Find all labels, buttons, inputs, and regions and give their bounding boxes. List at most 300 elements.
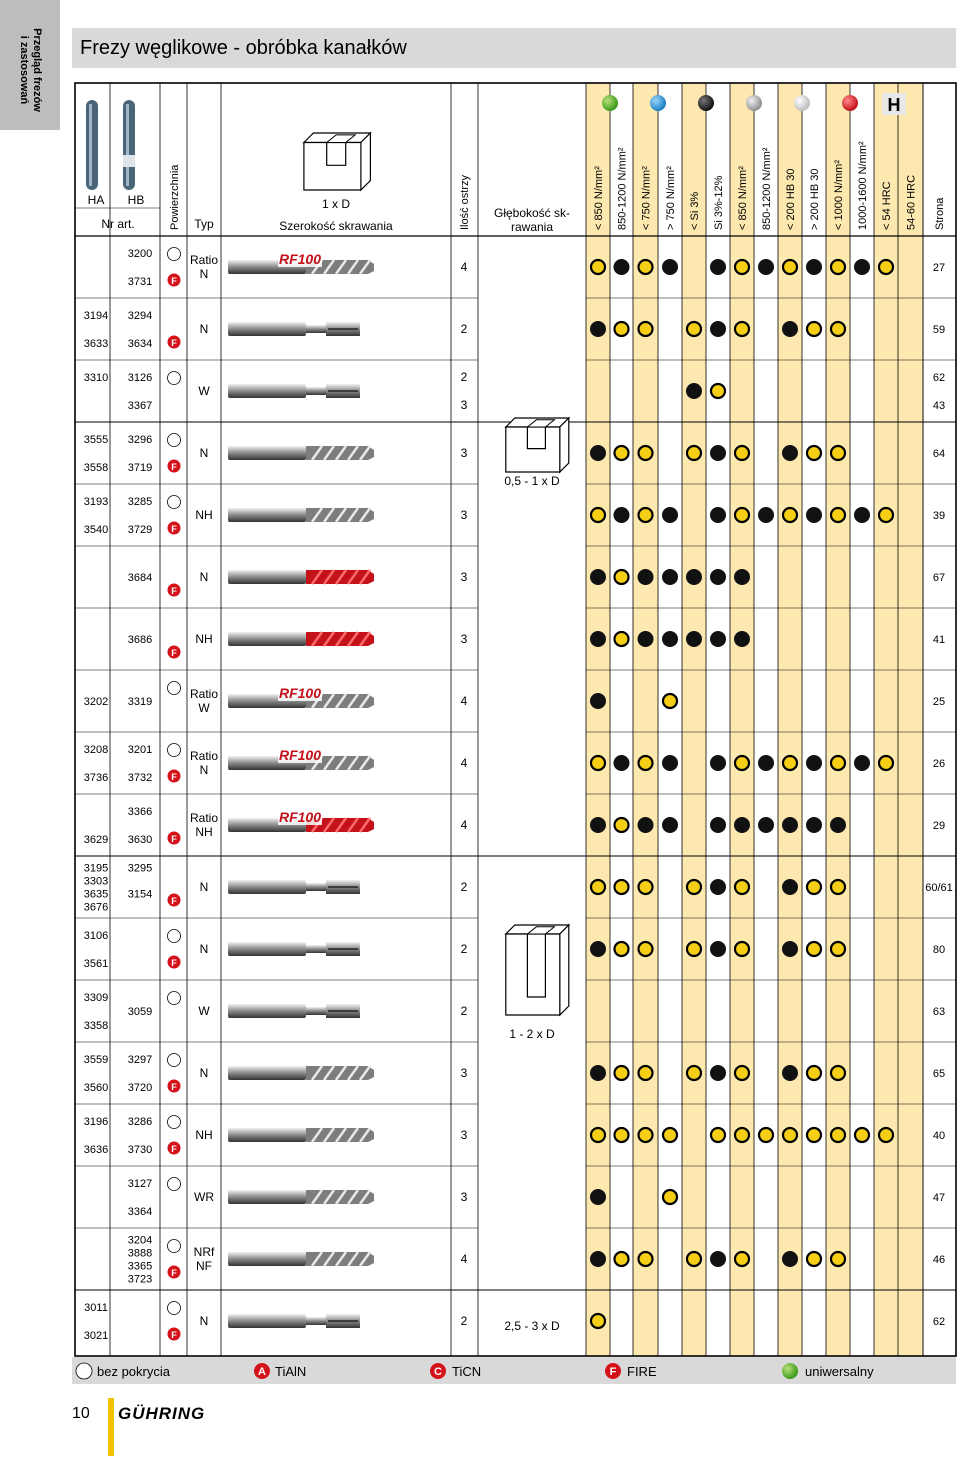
legend-uncoated-label: bez pokrycia — [97, 1364, 170, 1379]
type-value: N — [199, 570, 209, 584]
recommended-dot — [710, 941, 726, 957]
suitable-dot — [807, 322, 821, 336]
suitable-dot — [639, 1066, 653, 1080]
legend-tialn-letter: A — [258, 1366, 266, 1378]
suitable-dot — [639, 1128, 653, 1142]
tool-image — [228, 809, 374, 832]
uncoated-icon — [168, 1116, 181, 1129]
type-value: Ratio — [189, 687, 219, 701]
suitable-dot — [639, 942, 653, 956]
suitable-dot — [783, 508, 797, 522]
recommended-dot — [686, 383, 702, 399]
recommended-dot — [782, 879, 798, 895]
width-top-label: 1 x D — [321, 197, 351, 211]
suitable-dot — [879, 1128, 893, 1142]
recommended-dot — [590, 941, 606, 957]
hb-number: 3888 — [127, 1247, 153, 1260]
legend-ticn-label: TiCN — [452, 1364, 482, 1379]
recommended-dot — [686, 569, 702, 585]
page-ref: 46 — [932, 1254, 946, 1266]
material-header-0: < 850 N/mm² — [593, 166, 605, 230]
material-column-bg — [682, 83, 706, 1356]
teeth-value: 2 — [460, 880, 468, 894]
material-header-8: < 200 HB 30 — [785, 168, 797, 230]
material-header-7: 850-1200 N/mm² — [761, 147, 773, 230]
uncoated-icon — [168, 372, 181, 385]
depth-group-label-0: 0,5 - 1 x D — [504, 474, 560, 488]
teeth-value: 2 — [460, 370, 468, 384]
fire-coating-letter: F — [171, 338, 177, 348]
hardened-column-bg — [874, 83, 923, 1356]
page-ref: 27 — [932, 262, 946, 274]
type-value: W — [198, 701, 210, 715]
tool-image — [228, 942, 360, 956]
fire-coating-letter: F — [171, 1144, 177, 1154]
ha-number: 3636 — [83, 1144, 109, 1156]
tool-image — [228, 1314, 360, 1328]
side-tab-label: Przegląd frezów i zastosowań — [18, 28, 43, 112]
recommended-dot — [710, 1065, 726, 1081]
recommended-dot — [662, 259, 678, 275]
suitable-dot — [687, 322, 701, 336]
hb-number: 3295 — [127, 862, 153, 875]
recommended-dot — [590, 445, 606, 461]
hb-number: 3059 — [127, 1006, 153, 1018]
page-number: 10 — [72, 1405, 90, 1422]
hb-number: 3127 — [127, 1178, 153, 1190]
hb-number: 3366 — [127, 806, 153, 818]
hb-number: 3204 — [127, 1234, 153, 1247]
recommended-dot — [614, 259, 630, 275]
table-row — [84, 863, 953, 914]
page-ref: 26 — [932, 758, 946, 770]
fire-coating-letter: F — [171, 1330, 177, 1340]
recommended-dot — [758, 817, 774, 833]
suitable-dot — [687, 1066, 701, 1080]
table-row — [84, 744, 945, 785]
teeth-value: 4 — [460, 1252, 468, 1266]
table-row — [84, 806, 945, 846]
tool-image — [228, 1066, 374, 1080]
suitable-dot — [735, 1066, 749, 1080]
suitable-dot — [591, 756, 605, 770]
recommended-dot — [662, 507, 678, 523]
ha-number: 3208 — [83, 744, 109, 756]
recommended-dot — [710, 321, 726, 337]
teeth-value: 3 — [460, 570, 468, 584]
hardened-badge-label: H — [887, 95, 901, 115]
suitable-dot — [831, 880, 845, 894]
recommended-dot — [638, 817, 654, 833]
recommended-dot — [710, 817, 726, 833]
hb-number: 3126 — [127, 372, 153, 384]
recommended-dot — [710, 1251, 726, 1267]
hb-number: 3294 — [127, 310, 153, 322]
teeth-value: 3 — [460, 632, 468, 646]
uncoated-icon — [168, 1302, 181, 1315]
tool-image — [228, 570, 374, 584]
teeth-value: 3 — [460, 398, 468, 412]
page-ref: 47 — [932, 1192, 946, 1204]
hb-number: 3154 — [127, 888, 153, 901]
suitable-dot — [831, 508, 845, 522]
page-header-label: Strona — [934, 197, 946, 230]
uncoated-icon — [168, 930, 181, 943]
brand-bar — [108, 1398, 114, 1456]
recommended-dot — [710, 631, 726, 647]
legend-fire-letter: F — [609, 1366, 617, 1378]
page-ref: 62 — [932, 1316, 946, 1328]
suitable-dot — [783, 756, 797, 770]
uncoated-icon — [168, 1240, 181, 1253]
suitable-dot — [663, 1128, 677, 1142]
hb-number: 3723 — [127, 1273, 153, 1286]
material-header-12: < 54 HRC — [881, 181, 893, 230]
suitable-dot — [759, 1128, 773, 1142]
fire-coating-letter: F — [171, 772, 177, 782]
recommended-dot — [686, 631, 702, 647]
recommended-dot — [734, 631, 750, 647]
hb-label: HB — [127, 193, 145, 207]
hb-number: 3730 — [127, 1144, 153, 1156]
material-header-10: < 1000 N/mm² — [833, 160, 845, 230]
hb-number: 3319 — [127, 696, 153, 708]
ha-number: 3540 — [83, 524, 109, 536]
ha-number: 3629 — [83, 834, 109, 846]
suitable-dot — [831, 1128, 845, 1142]
fire-coating-letter: F — [171, 958, 177, 968]
suitable-dot — [735, 1252, 749, 1266]
brand-logo: GÜHRING — [118, 1404, 206, 1423]
recommended-dot — [638, 569, 654, 585]
suitable-dot — [663, 1190, 677, 1204]
page-ref: 63 — [932, 1006, 946, 1018]
type-value: N — [199, 446, 209, 460]
suitable-dot — [735, 260, 749, 274]
recommended-dot — [710, 755, 726, 771]
table-row — [128, 631, 945, 659]
page-ref: 41 — [932, 634, 946, 646]
ha-number: 3635 — [83, 888, 109, 901]
tool-image — [228, 1252, 374, 1266]
ha-number: 3021 — [83, 1330, 109, 1342]
recommended-dot — [782, 817, 798, 833]
suitable-dot — [807, 942, 821, 956]
depth-group-label-2: 2,5 - 3 x D — [504, 1319, 560, 1333]
tool-image — [228, 685, 374, 708]
ha-number: 3303 — [83, 875, 109, 888]
recommended-dot — [590, 321, 606, 337]
page-ref: 40 — [932, 1130, 946, 1142]
suitable-dot — [615, 322, 629, 336]
hb-number: 3286 — [127, 1116, 153, 1128]
fire-coating-letter: F — [171, 834, 177, 844]
recommended-dot — [662, 569, 678, 585]
type-value: N — [199, 942, 209, 956]
suitable-dot — [831, 322, 845, 336]
suitable-dot — [615, 446, 629, 460]
material-header-6: < 850 N/mm² — [737, 166, 749, 230]
teeth-value: 4 — [460, 756, 468, 770]
type-label: Typ — [194, 217, 214, 231]
surface-label: Powierzchnia — [169, 164, 181, 230]
legend-tialn-label: TiAlN — [275, 1364, 307, 1379]
fire-coating-letter: F — [171, 276, 177, 286]
fire-coating-letter: F — [171, 648, 177, 658]
hb-number: 3201 — [127, 744, 153, 756]
recommended-dot — [710, 507, 726, 523]
ha-number: 3196 — [83, 1116, 109, 1128]
recommended-dot — [614, 755, 630, 771]
suitable-dot — [735, 756, 749, 770]
legend-universal-label: uniwersalny — [805, 1364, 874, 1379]
suitable-dot — [615, 1252, 629, 1266]
legend-uncoated-icon — [76, 1363, 92, 1379]
table-body — [84, 248, 953, 1343]
table-row — [84, 310, 945, 350]
material-ball-red-icon — [842, 95, 858, 111]
recommended-dot — [590, 1251, 606, 1267]
teeth-value: 4 — [460, 694, 468, 708]
recommended-dot — [710, 569, 726, 585]
suitable-dot — [639, 1252, 653, 1266]
material-header-13: 54-60 HRC — [905, 174, 918, 230]
recommended-dot — [590, 569, 606, 585]
teeth-value: 2 — [460, 322, 468, 336]
recommended-dot — [854, 259, 870, 275]
recommended-dot — [782, 445, 798, 461]
recommended-dot — [854, 755, 870, 771]
suitable-dot — [735, 322, 749, 336]
recommended-dot — [662, 631, 678, 647]
suitable-dot — [879, 260, 893, 274]
page-ref: 25 — [932, 696, 946, 708]
recommended-dot — [806, 817, 822, 833]
table-row — [84, 496, 945, 537]
recommended-dot — [710, 879, 726, 895]
ha-number: 3633 — [83, 338, 109, 350]
ha-label: HA — [87, 193, 105, 207]
material-header-5: Si 3%-12% — [713, 175, 725, 230]
recommended-dot — [662, 817, 678, 833]
material-ball-silver-icon — [746, 95, 762, 111]
teeth-value: 2 — [460, 942, 468, 956]
recommended-dot — [782, 941, 798, 957]
hb-number: 3684 — [127, 572, 153, 584]
tool-image — [228, 508, 374, 522]
recommended-dot — [734, 817, 750, 833]
type-value: NH — [195, 632, 213, 646]
hb-number: 3731 — [127, 276, 153, 288]
recommended-dot — [662, 755, 678, 771]
table-row — [128, 248, 945, 289]
suitable-dot — [663, 694, 677, 708]
suitable-dot — [639, 322, 653, 336]
teeth-value: 2 — [460, 1314, 468, 1328]
table-row — [128, 1178, 945, 1219]
hb-number: 3297 — [127, 1054, 153, 1066]
page-ref: 59 — [932, 324, 946, 336]
recommended-dot — [782, 1065, 798, 1081]
recommended-dot — [758, 259, 774, 275]
teeth-value: 4 — [460, 818, 468, 832]
ha-number: 3011 — [84, 1302, 108, 1314]
rf100-logo: RF100 — [278, 251, 322, 267]
ha-number: 3202 — [83, 696, 109, 708]
type-value: NH — [195, 508, 213, 522]
uncoated-icon — [168, 434, 181, 447]
ha-number: 3560 — [83, 1082, 109, 1094]
shank-hb-icon — [123, 100, 135, 190]
page-ref: 80 — [932, 944, 946, 956]
type-value: N — [199, 880, 209, 894]
type-value: Ratio — [189, 253, 219, 267]
teeth-value: 3 — [460, 446, 468, 460]
type-value: N — [199, 1066, 209, 1080]
recommended-dot — [734, 569, 750, 585]
type-value: N — [199, 763, 209, 777]
uncoated-icon — [168, 682, 181, 695]
recommended-dot — [710, 445, 726, 461]
material-ball-white-icon — [794, 95, 810, 111]
type-value: W — [198, 384, 210, 398]
suitable-dot — [687, 880, 701, 894]
suitable-dot — [735, 508, 749, 522]
recommended-dot — [590, 693, 606, 709]
shank-ha-icon — [86, 100, 98, 190]
uncoated-icon — [168, 496, 181, 509]
table-row — [84, 682, 945, 716]
uncoated-icon — [168, 744, 181, 757]
tool-image — [228, 1190, 374, 1204]
hb-number: 3732 — [127, 772, 153, 784]
depth-label-line2: rawania — [510, 220, 554, 234]
material-ball-black-icon — [698, 95, 714, 111]
page-ref: 67 — [932, 572, 946, 584]
rf100-logo: RF100 — [278, 809, 322, 825]
type-value: NF — [196, 1259, 212, 1273]
suitable-dot — [831, 1066, 845, 1080]
tool-image — [228, 322, 360, 336]
type-value: W — [198, 1004, 210, 1018]
hb-number: 3630 — [127, 834, 153, 846]
suitable-dot — [735, 1128, 749, 1142]
hb-number: 3200 — [127, 248, 153, 260]
tool-image — [228, 747, 374, 770]
legend-ticn-letter: C — [434, 1366, 442, 1378]
type-value: Ratio — [189, 749, 219, 763]
recommended-dot — [710, 259, 726, 275]
fire-coating-letter: F — [171, 1082, 177, 1092]
uncoated-icon — [168, 1178, 181, 1191]
ha-number: 3559 — [83, 1054, 109, 1066]
suitable-dot — [639, 260, 653, 274]
suitable-dot — [615, 880, 629, 894]
hb-number: 3729 — [127, 524, 153, 536]
ha-number: 3310 — [83, 372, 109, 384]
tool-image — [228, 880, 360, 894]
ha-number: 3193 — [83, 496, 109, 508]
recommended-dot — [782, 1251, 798, 1267]
teeth-value: 3 — [460, 508, 468, 522]
suitable-dot — [615, 942, 629, 956]
recommended-dot — [758, 755, 774, 771]
recommended-dot — [590, 631, 606, 647]
depth-icon-1 — [506, 418, 569, 472]
table-row — [128, 1235, 945, 1286]
tool-image — [228, 446, 374, 460]
ha-number: 3736 — [83, 772, 109, 784]
table-row — [128, 569, 945, 597]
recommended-dot — [782, 321, 798, 337]
page-ref: 39 — [932, 510, 946, 522]
fire-coating-letter: F — [171, 586, 177, 596]
suitable-dot — [615, 570, 629, 584]
table-row — [84, 370, 945, 412]
suitable-dot — [855, 1128, 869, 1142]
table-row — [84, 1054, 945, 1095]
suitable-dot — [807, 1252, 821, 1266]
uncoated-icon — [168, 1054, 181, 1067]
type-value: NH — [195, 1128, 213, 1142]
recommended-dot — [590, 817, 606, 833]
hb-number: 3719 — [127, 462, 153, 474]
tool-image — [228, 1004, 360, 1018]
depth-label-line1: Głębokość sk- — [493, 206, 571, 220]
tool-image — [228, 1128, 374, 1142]
suitable-dot — [639, 880, 653, 894]
material-ball-blue-icon — [650, 95, 666, 111]
material-header-2: < 750 N/mm² — [640, 166, 653, 230]
type-value: Ratio — [189, 811, 219, 825]
suitable-dot — [615, 1066, 629, 1080]
suitable-dot — [615, 632, 629, 646]
suitable-dot — [831, 942, 845, 956]
hb-number: 3686 — [127, 634, 153, 646]
suitable-dot — [687, 942, 701, 956]
teeth-label: Ilość ostrzy — [459, 174, 471, 230]
teeth-value: 3 — [460, 1190, 468, 1204]
recommended-dot — [590, 1189, 606, 1205]
hb-number: 3720 — [127, 1082, 153, 1094]
table-background — [586, 83, 923, 1356]
suitable-dot — [807, 1128, 821, 1142]
suitable-dot — [879, 508, 893, 522]
suitable-dot — [639, 446, 653, 460]
width-label: Szerokość skrawania — [279, 219, 393, 233]
suitable-dot — [687, 1252, 701, 1266]
hb-number: 3285 — [127, 496, 153, 508]
suitable-dot — [783, 260, 797, 274]
hb-number: 3634 — [127, 338, 153, 350]
depth-icon-2 — [506, 925, 569, 1015]
rf100-logo: RF100 — [278, 685, 322, 701]
suitable-dot — [639, 508, 653, 522]
suitable-dot — [831, 260, 845, 274]
suitable-dot — [711, 1128, 725, 1142]
material-header-9: > 200 HB 30 — [809, 168, 821, 230]
recommended-dot — [614, 507, 630, 523]
suitable-dot — [591, 508, 605, 522]
type-value: N — [199, 322, 209, 336]
fire-coating-letter: F — [171, 1268, 177, 1278]
hb-number: 3296 — [127, 434, 153, 446]
material-ball-green-icon — [602, 95, 618, 111]
suitable-dot — [687, 446, 701, 460]
material-header-4: < Si 3% — [689, 191, 701, 230]
recommended-dot — [830, 817, 846, 833]
suitable-dot — [639, 756, 653, 770]
